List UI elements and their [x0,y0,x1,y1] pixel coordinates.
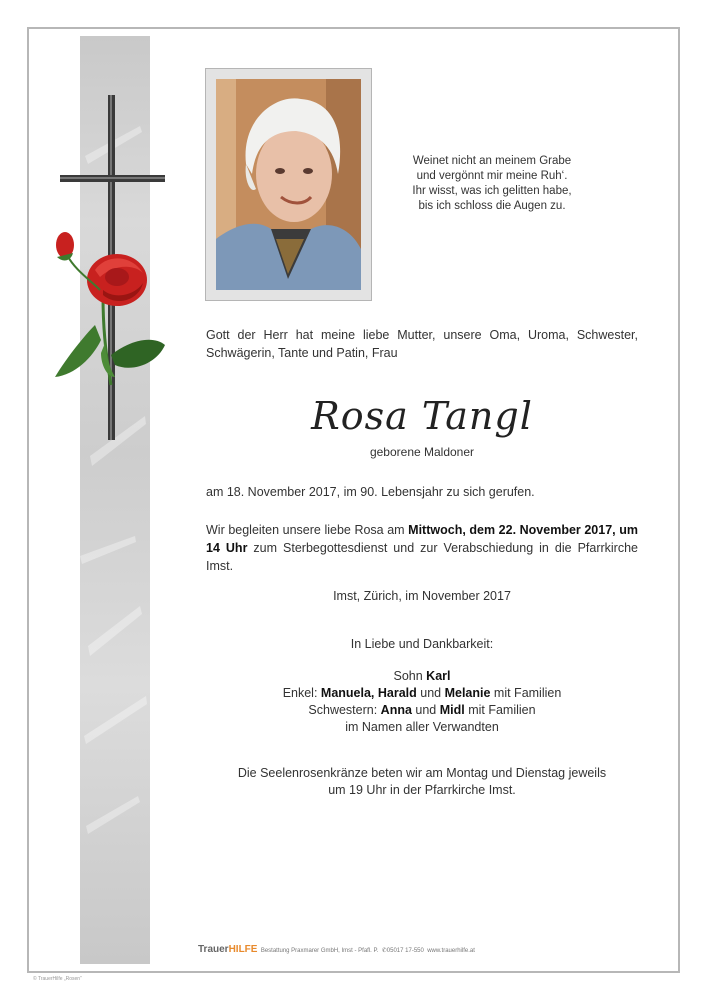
intro-text: Gott der Herr hat meine liebe Mutter, unsere Oma, Uroma, Schwester, Schwägerin, Tante und Patin, Frau [206,328,638,360]
logo-highlight: HILFE [228,944,258,955]
rosary-line: Die Seelenrosenkränze beten wir am Montag und Dienstag jeweils [237,766,607,780]
death-date-text: am 18. November 2017, im 90. Lebensjahr zu sich gerufen. [206,485,535,499]
family-list [206,668,638,736]
logo-main: Trauer [198,944,229,955]
sis-suffix: mit Familien [464,703,536,717]
funeral-text [206,521,638,575]
family-grandchildren [206,685,638,702]
poem-line: und vergönnt mir meine Ruh‘. [416,170,568,182]
sis-prefix: Schwestern: [308,703,381,717]
grand-prefix: Enkel: [282,686,321,700]
trauerhilfe-logo[interactable] [198,944,257,955]
place-date: Imst, Zürich, im November 2017 [333,589,511,603]
funeral-post: zum Sterbegottesdienst und zur Verabschiedung in die Pfarrkirche Imst. [206,541,638,573]
son-name: Karl [426,669,451,683]
portrait-frame [205,68,372,301]
son-prefix: Sohn [393,669,427,683]
phone-icon: ✆ [381,948,387,954]
thanks-line: In Liebe und Dankbarkeit: [350,637,494,651]
grand-suffix: mit Familien [490,686,562,700]
family-son [206,668,638,685]
rosary-text [206,765,638,799]
footer-phone: 05017 17-550 [386,948,424,954]
family-sisters [206,702,638,719]
funeral-pre: Wir begleiten unsere liebe Rosa am [206,523,409,537]
grand-names: Manuela, Harald [320,686,417,700]
funeral-date: Mittwoch, dem 22. November 2017, um 14 Uhr [206,523,638,555]
poem-line: Weinet nicht an meinem Grabe [412,155,572,167]
footer [198,944,528,955]
grand-last: Melanie [444,686,491,700]
portrait-photo [216,79,361,290]
poem-line: bis ich schloss die Augen zu. [418,200,566,212]
sis-and: und [411,703,440,717]
footer-web[interactable]: www.trauerhilfe.at [427,948,475,954]
poem-line: Ihr wisst, was ich gelitten habe, [412,185,572,197]
maiden-name: geborene Maldoner [369,445,475,459]
sister-2: Midl [439,703,465,717]
deceased-name: Rosa Tangl [311,394,533,438]
cross-with-rose [45,95,165,445]
copyright: © TrauerHilfe „Rosen“ [33,976,82,982]
sister-1: Anna [380,703,412,717]
poem [392,154,592,214]
footer-company: Bestattung Praxmarer GmbH, Imst - Pfafl. P. [260,948,379,954]
grand-and: und [416,686,445,700]
family-relatives: im Namen aller Verwandten [345,720,499,734]
rosary-line: um 19 Uhr in der Pfarrkirche Imst. [328,783,516,797]
